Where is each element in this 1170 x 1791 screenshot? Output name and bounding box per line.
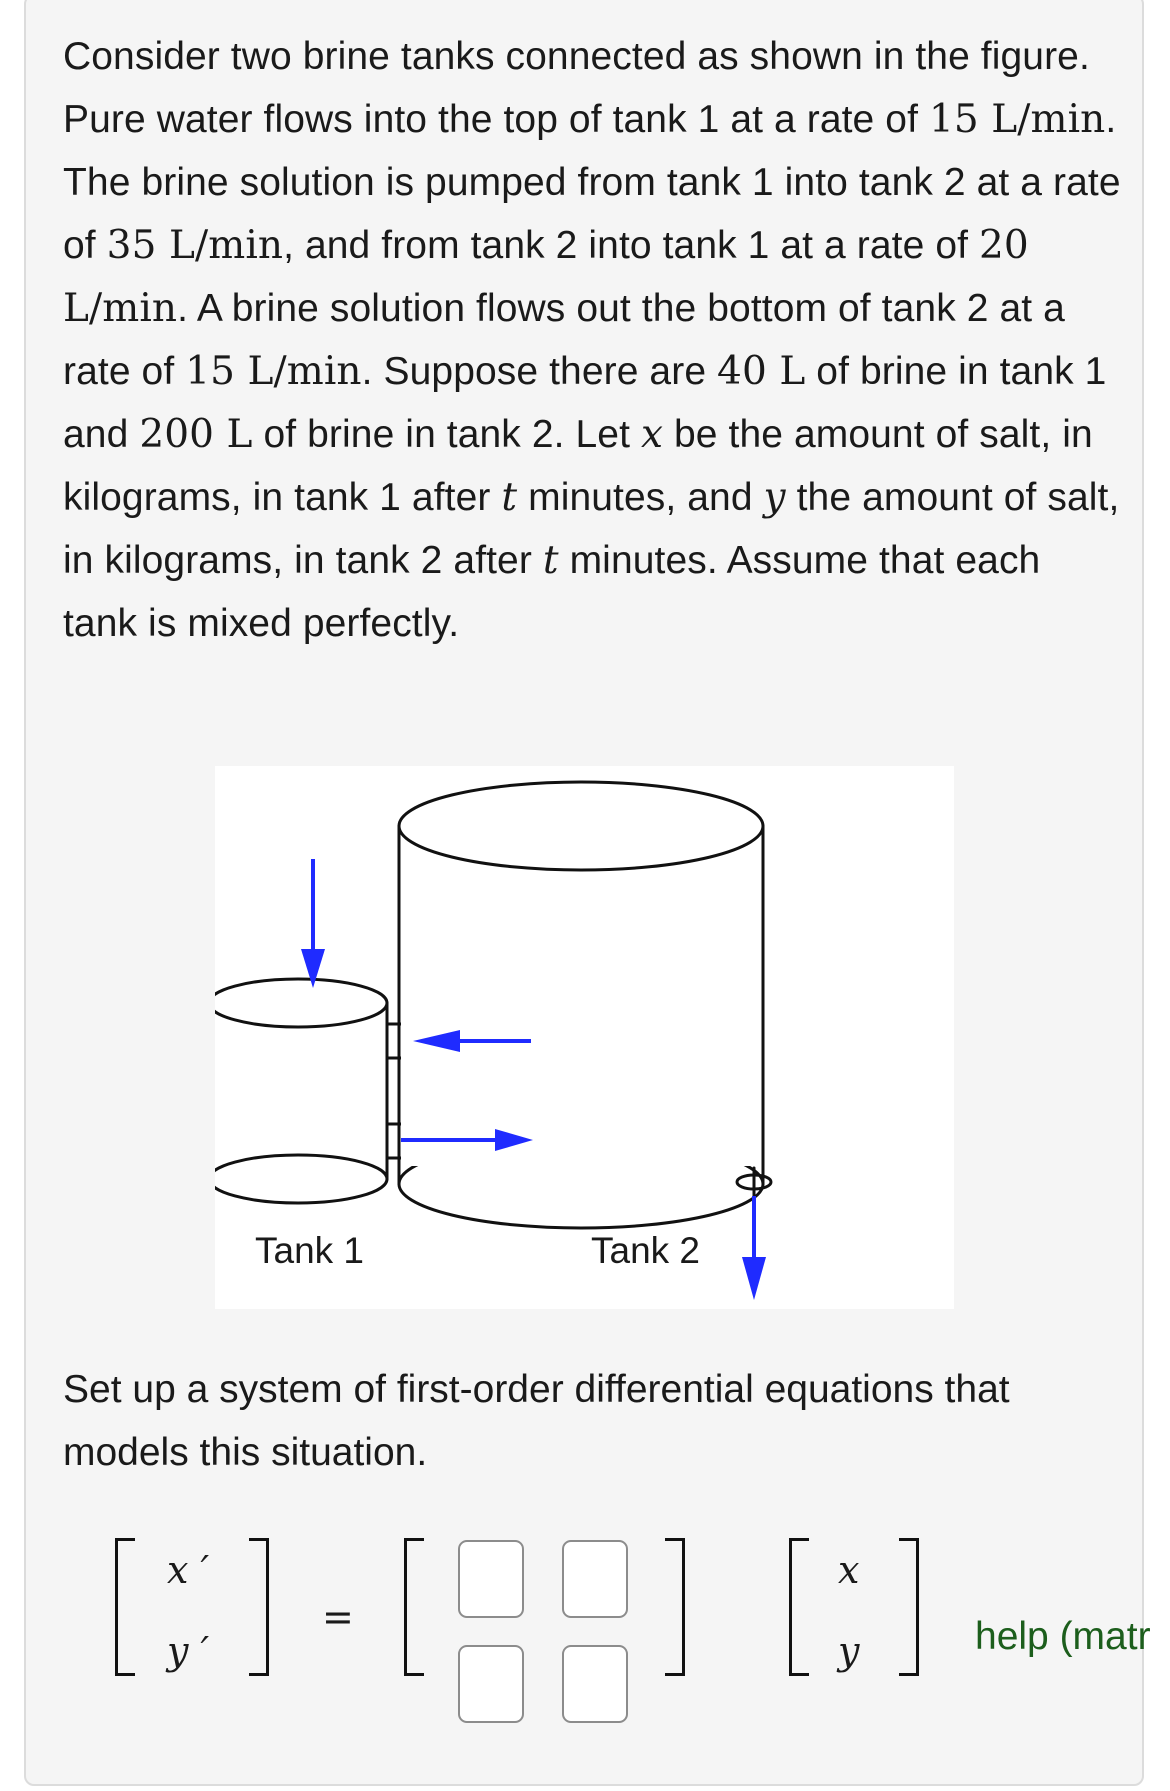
- problem-text: . The brine solution is pumped from tank 1 into tank 2 at a rate of: [63, 98, 1121, 267]
- problem-text: . A brine solution flows out the bottom of tank 2 at a rate of: [63, 287, 1065, 393]
- problem-text: Consider two brine tanks connected as shown in the figure. Pure water flows into the top of tank 1 at a rate of: [63, 35, 1090, 141]
- rhs-x: x: [838, 1548, 860, 1592]
- lhs-left-bracket: [115, 1538, 135, 1676]
- pump-rate-2-to-1: 20 L/min: [63, 223, 1029, 331]
- lhs-right-bracket: [249, 1538, 269, 1676]
- problem-statement: [63, 25, 1123, 655]
- problem-text: minutes. Assume that each tank is mixed perfectly.: [63, 539, 1041, 645]
- problem-text: , and from tank 2 into tank 1 at a rate of: [283, 224, 979, 267]
- help-link[interactable]: help (matr: [975, 1615, 1151, 1658]
- variable-y: y: [763, 475, 786, 520]
- tank1-bottom-ellipse: [215, 1155, 387, 1203]
- outflow-arrowhead-icon: [742, 1257, 766, 1300]
- problem-text: . Suppose there are: [361, 350, 718, 393]
- tank2-top-ellipse: [399, 782, 763, 870]
- inflow-rate: 15 L/min: [928, 97, 1106, 142]
- variable-t: t: [501, 475, 518, 520]
- tank2-volume: 200 L: [139, 412, 253, 457]
- matrix-right-bracket: [665, 1538, 685, 1676]
- variable-x: x: [640, 412, 664, 457]
- rhs-right-bracket: [899, 1538, 919, 1676]
- lhs-x-prime: x ′: [167, 1548, 210, 1592]
- tank1-top-ellipse: [215, 979, 387, 1027]
- matrix-cell-a11[interactable]: [458, 1540, 524, 1618]
- lhs-y-prime: y ′: [167, 1629, 210, 1673]
- rhs-left-bracket: [789, 1538, 809, 1676]
- tank1-label: Tank 1: [255, 1230, 365, 1271]
- tank1-volume: 40 L: [717, 349, 806, 394]
- problem-text: be the amount of salt, in kilograms, in tank 1 after: [63, 413, 1093, 519]
- outflow-rate: 15 L/min: [185, 349, 362, 394]
- matrix-cell-a22[interactable]: [562, 1645, 628, 1723]
- inflow-arrowhead-icon: [301, 949, 325, 988]
- problem-text: of brine in tank 2. Let: [252, 413, 641, 456]
- tank2-label: Tank 2: [591, 1230, 701, 1271]
- problem-text: minutes, and: [517, 476, 764, 519]
- problem-text: the amount of salt, in kilograms, in tank 2 after: [63, 476, 1120, 582]
- tank-figure: [215, 766, 954, 1309]
- pump-rate-1-to-2: 35 L/min: [106, 223, 284, 268]
- question-text: Set up a system of first-order differential equations that models this situation.: [63, 1368, 1010, 1474]
- variable-t: t: [542, 538, 559, 583]
- tank-diagram: [215, 766, 954, 1309]
- equals-sign: =: [322, 1595, 354, 1639]
- problem-text: of brine in tank 1 and: [63, 350, 1107, 456]
- matrix-cell-a12[interactable]: [562, 1540, 628, 1618]
- rhs-y: y: [838, 1629, 860, 1673]
- matrix-left-bracket: [404, 1538, 424, 1676]
- matrix-cell-a21[interactable]: [458, 1645, 524, 1723]
